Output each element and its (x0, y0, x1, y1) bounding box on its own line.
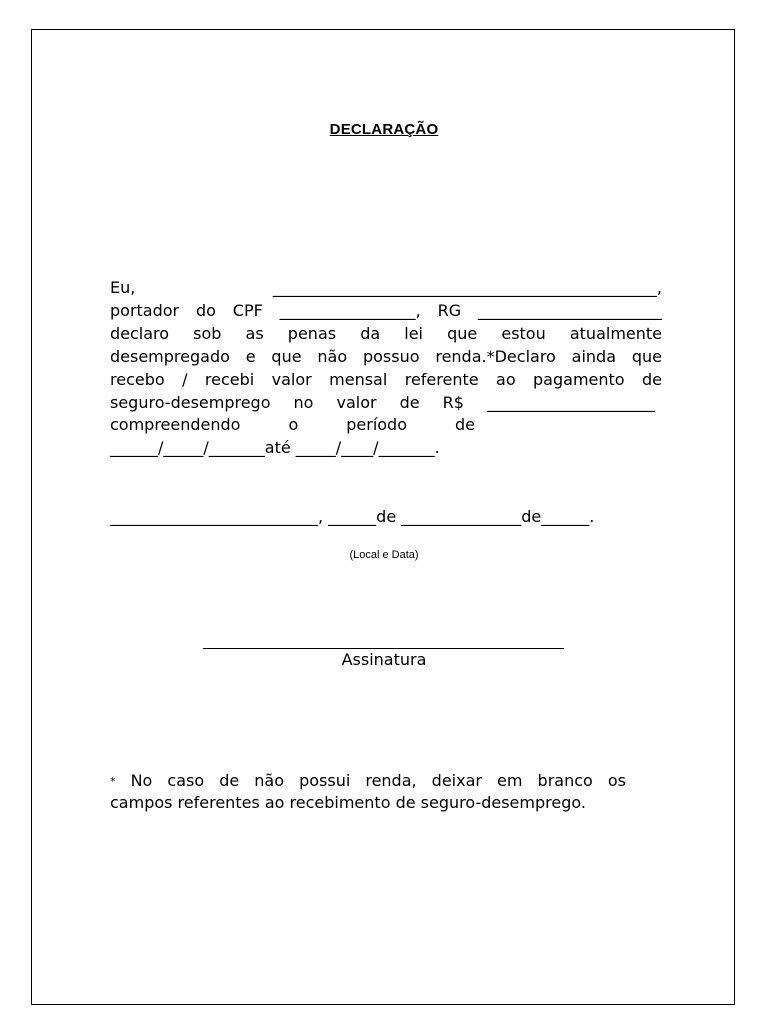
body-line-periodo: compreendendo o período de (110, 415, 475, 434)
footnote-star: * (110, 775, 116, 788)
body-line-declaro: declaro sob as penas da lei que estou atualmente (110, 324, 662, 343)
footnote-line-2: campos referentes ao recebimento de seguro-desemprego. (110, 793, 586, 812)
place-date-caption: (Local e Data) (349, 549, 419, 561)
place-date-line: __________________________, ______de _______________de______. (110, 507, 595, 526)
body-line-cpf-rg: portador do CPF _________________, RG _______________________ (110, 301, 662, 320)
footnote-line-1 (110, 770, 626, 793)
body-line-recebo: recebo / recebi valor mensal referente ao pagamento de (110, 370, 662, 389)
body-line-seguro: seguro-desemprego no valor de R$ _____________________ (110, 393, 655, 412)
body-line-name: Eu, ________________________________________________, (110, 278, 662, 297)
footnote-text-1: No caso de não possui renda, deixar em branco os (130, 771, 626, 790)
signature-label: Assinatura (341, 650, 427, 669)
body-line-dates: ______/_____/_______até _____/____/_______. (110, 438, 440, 457)
body-line-desempregado: desempregado e que não possuo renda.*Declaro ainda que (110, 347, 662, 366)
document-title: DECLARAÇÃO (329, 121, 439, 138)
